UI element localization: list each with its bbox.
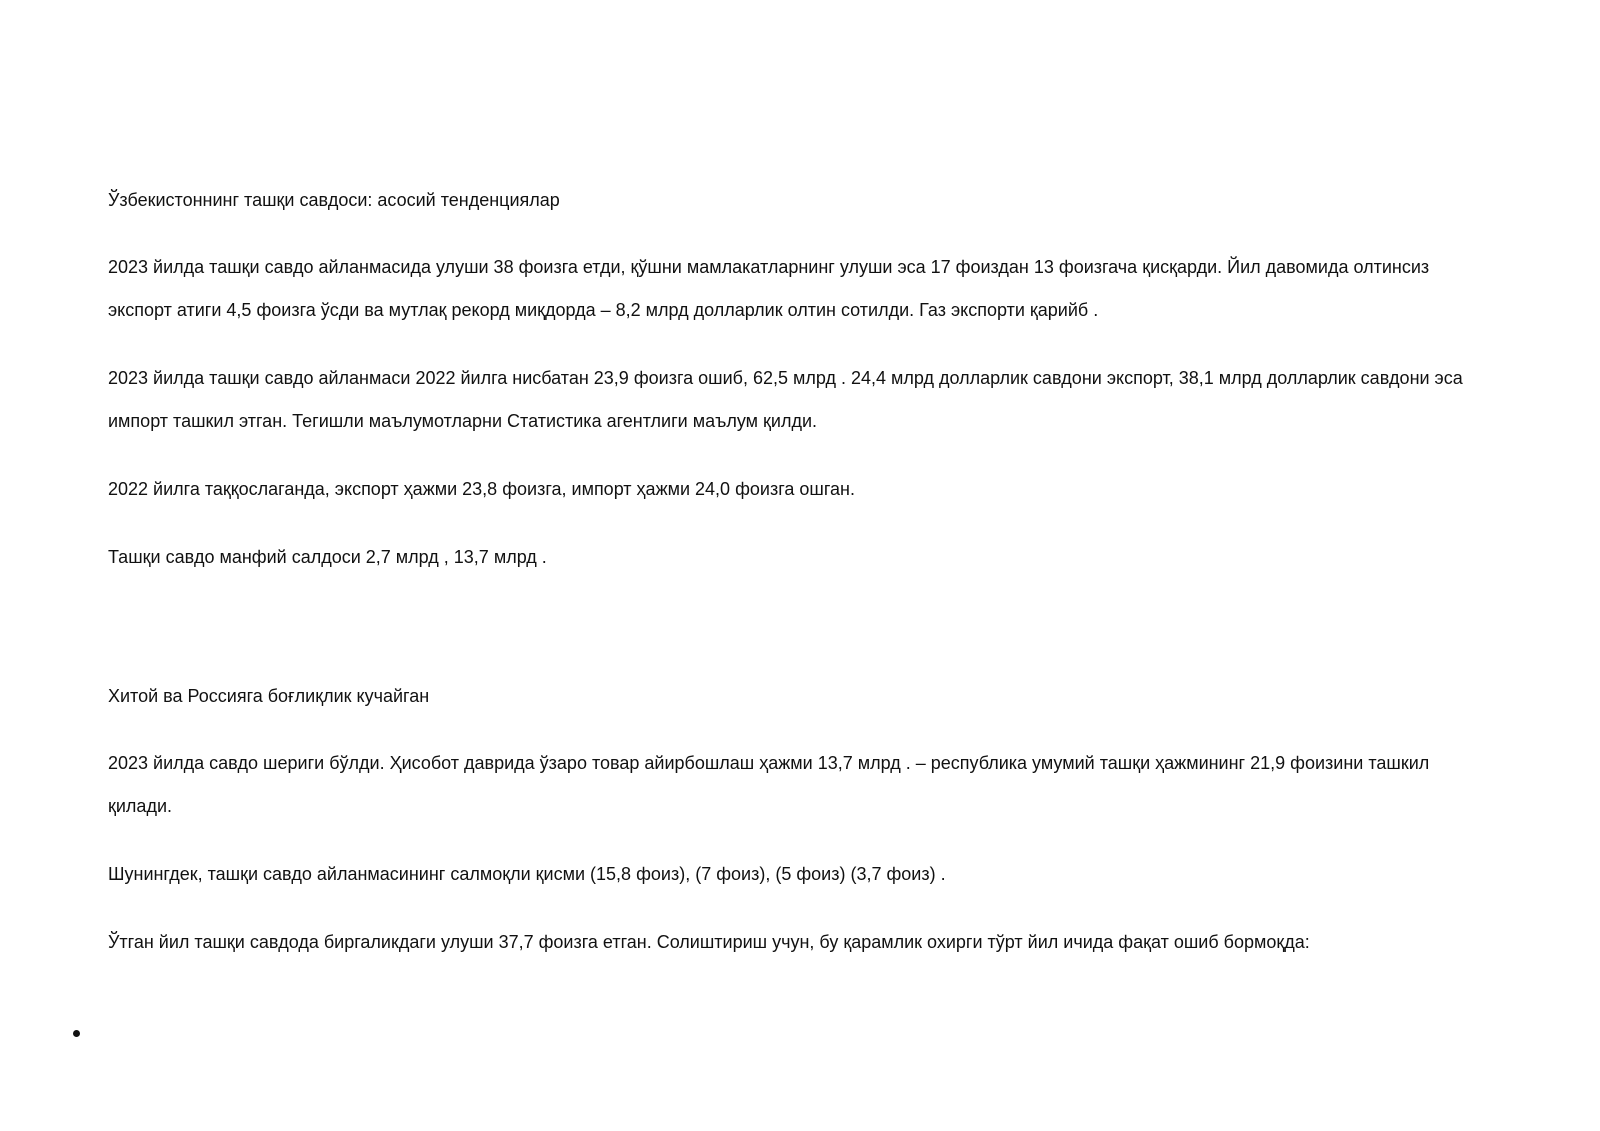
section-heading-trade-trends: Ўзбекистоннинг ташқи савдоси: асосий тенденциялар	[108, 190, 560, 210]
paragraph: Шунингдек, ташқи савдо айланмасининг салмоқли қисми (15,8 фоиз), (7 фоиз), (5 фоиз) (3,7 фоиз) .	[108, 864, 946, 884]
paragraph: Ўтган йил ташқи савдода биргаликдаги улуши 37,7 фоизга етган. Солиштириш учун, бу қарамлик охирги тўрт йил ичида фақат ошиб бормоқда:	[108, 932, 1310, 952]
paragraph: 2023 йилда ташқи савдо айланмасида улуши 38 фоизга етди, қўшни мамлакатларнинг улуши эса 17 фоиздан 13 фоизгача қисқарди. Йил давомида олтинсиз экспорт атиги 4,5 фоизга ўсди ва мутлақ рекорд миқдорда – 8,2 млрд долларлик олтин сотилди. Газ экспорти қарийб .	[108, 257, 1430, 320]
paragraph: 2022 йилга таққослаганда, экспорт ҳажми 23,8 фоизга, импорт ҳажми 24,0 фоизга ошган.	[108, 479, 855, 499]
document-body	[108, 188, 1488, 989]
paragraph: Ташқи савдо манфий салдоси 2,7 млрд , 13,7 млрд .	[108, 547, 547, 567]
section-heading-china-russia: Хитой ва Россияга боғлиқлик кучайган	[108, 686, 430, 706]
list-bullet-icon	[73, 1030, 80, 1037]
paragraph: 2023 йилда ташқи савдо айланмаси 2022 йилга нисбатан 23,9 фоизга ошиб, 62,5 млрд . 24,4 млрд долларлик савдони экспорт, 38,1 млрд долларлик савдони эса импорт ташкил этган. Тегишли маълумотларни Статистика агентлиги маълум қилди.	[108, 368, 1463, 431]
section-spacer	[108, 604, 1488, 684]
paragraph: 2023 йилда савдо шериги бўлди. Ҳисобот даврида ўзаро товар айирбошлаш ҳажми 13,7 млрд . – республика умумий ташқи ҳажмининг 21,9 фоизини ташкил қилади.	[108, 753, 1430, 816]
